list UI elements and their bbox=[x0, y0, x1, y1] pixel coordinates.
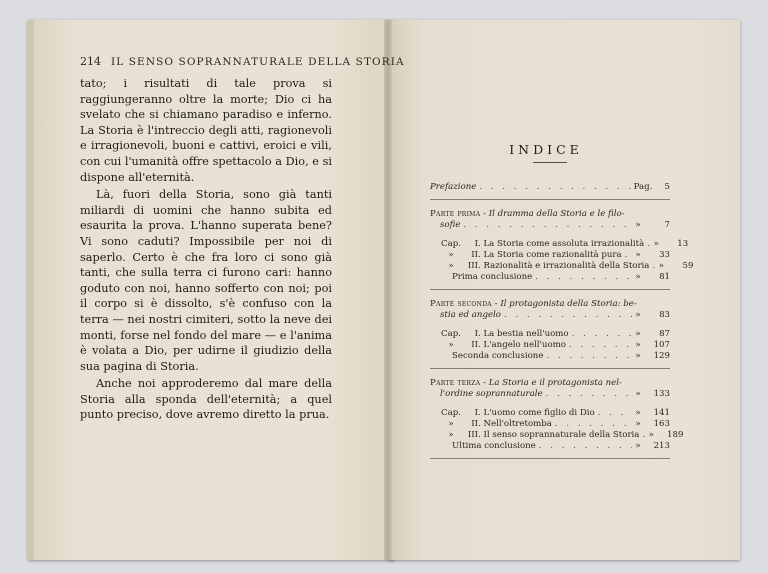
part-name: Parte prima bbox=[430, 209, 481, 219]
chapter-numeral: II. bbox=[471, 340, 481, 350]
toc-marker: » bbox=[635, 329, 641, 339]
chapter-numeral: I. bbox=[474, 329, 481, 339]
toc-page: 33 bbox=[659, 250, 670, 260]
toc-page: 133 bbox=[653, 389, 670, 399]
conclusion-label: Seconda conclusione bbox=[452, 351, 544, 361]
part-title-continued: sofie bbox=[440, 220, 461, 230]
chapter-numeral: III. bbox=[467, 430, 481, 440]
toc-page: 81 bbox=[659, 272, 670, 282]
toc-page: 5 bbox=[664, 182, 670, 192]
toc-marker: » bbox=[635, 250, 641, 260]
chapter-prefix: » bbox=[448, 430, 454, 440]
toc-marker: » bbox=[635, 220, 641, 230]
toc-page: 59 bbox=[682, 261, 694, 271]
toc-marker: » bbox=[648, 430, 655, 440]
leader-dots bbox=[566, 340, 632, 351]
toc-chapter bbox=[430, 261, 694, 272]
title-divider bbox=[533, 162, 567, 163]
part-title: Il protagonista della Storia: be- bbox=[500, 299, 637, 309]
chapter-prefix: » bbox=[448, 261, 454, 271]
chapter-title: L'uomo come figlio di Dio bbox=[483, 408, 595, 418]
body-text bbox=[80, 76, 332, 423]
chapter-prefix: Cap. bbox=[441, 239, 461, 249]
toc-marker: » bbox=[635, 272, 641, 282]
toc-marker: » bbox=[635, 441, 641, 451]
chapter-numeral: I. bbox=[474, 408, 481, 418]
toc-part: Parte seconda - Il protagonista della Storia: be- stia ed angelo . . . » 83 Cap. I. La bestia nell'uomo . . . » 87 » II. L'angelo nell'uomo . . . » 107 Seconda conclusione . . . » 129 bbox=[430, 299, 670, 369]
toc-page: 87 bbox=[659, 329, 670, 339]
chapter-title: Il senso soprannaturale della Storia bbox=[483, 430, 640, 440]
leader-dots bbox=[536, 441, 632, 452]
toc-page: 163 bbox=[653, 419, 670, 429]
toc-marker: » bbox=[635, 351, 641, 361]
toc-chapter bbox=[430, 430, 684, 441]
leader-dots bbox=[543, 389, 632, 400]
chapter-prefix: Cap. bbox=[441, 408, 461, 418]
toc-conclusion bbox=[430, 441, 670, 452]
chapter-title: La bestia nell'uomo bbox=[483, 329, 569, 339]
section-divider bbox=[430, 289, 670, 290]
leader-dots bbox=[595, 408, 632, 419]
conclusion-label: Prima conclusione bbox=[452, 272, 533, 282]
toc-page: 189 bbox=[667, 430, 684, 440]
running-header-title: IL SENSO SOPRANNATURALE DELLA STORIA bbox=[111, 56, 405, 68]
toc-marker: Pag. bbox=[633, 182, 653, 192]
toc-conclusion bbox=[430, 272, 670, 283]
toc-page: 83 bbox=[659, 310, 670, 320]
part-name: Parte terza bbox=[430, 378, 481, 388]
part-name: Parte seconda bbox=[430, 299, 492, 309]
toc-marker: » bbox=[635, 310, 641, 320]
chapter-prefix: » bbox=[448, 250, 454, 260]
running-header bbox=[80, 55, 405, 68]
leader-dots bbox=[501, 310, 632, 321]
index-title: INDICE bbox=[509, 142, 583, 157]
chapter-title: La Storia come assoluta irrazionalità bbox=[483, 239, 645, 249]
toc-entry-prefazione bbox=[430, 182, 670, 193]
chapter-list bbox=[430, 408, 684, 452]
toc-page: 129 bbox=[653, 351, 670, 361]
chapter-title: L'angelo nell'uomo bbox=[483, 340, 566, 350]
toc-label: Prefazione bbox=[430, 182, 477, 192]
toc-marker: » bbox=[635, 340, 641, 350]
toc-page: 213 bbox=[653, 441, 670, 451]
section-divider bbox=[430, 199, 670, 200]
toc-marker: » bbox=[635, 408, 641, 418]
toc-page: 141 bbox=[653, 408, 670, 418]
leader-dots bbox=[543, 351, 632, 362]
toc-chapter bbox=[430, 329, 670, 340]
leader-dots bbox=[476, 182, 632, 193]
toc-chapter bbox=[430, 419, 670, 430]
chapter-prefix: » bbox=[448, 340, 454, 350]
chapter-prefix: Cap. bbox=[441, 329, 461, 339]
chapter-numeral: II. bbox=[471, 419, 481, 429]
leader-dots bbox=[532, 272, 632, 283]
toc-page: 7 bbox=[664, 220, 670, 230]
chapter-prefix: » bbox=[448, 419, 454, 429]
toc-part: Parte prima - Il dramma della Storia e le filo- sofie . . . » 7 Cap. I. La Storia come assoluta irrazionalità . . . » 13 » II. La Storia come razionalità pura . . . » 33 » III. Razionalità e irrazionalità della Storia . . . » 59 Prima conclusione . . . » 81 bbox=[430, 209, 670, 290]
toc-page: 13 bbox=[677, 239, 689, 249]
chapter-numeral: III. bbox=[467, 261, 481, 271]
toc-marker: » bbox=[635, 389, 641, 399]
paragraph: Là, fuori della Storia, sono già tanti miliardi di uomini che hanno subita ed esaurita la prova. L'hanno superata bene? Vi sono caduti? Impossibile per noi di saperlo. Certo è che fra loro ci sono già tanti, che sulla terra ci furono cari: hanno goduto con noi, hanno sofferto con noi; poi il corpo si è dissolto, s'è confuso con la terra — nei nostri cimiteri, sotto la neve dei monti, forse nel fondo del mare — e l'anima è volata a Dio, per udirne il giudizio della sua pagina di Storia. bbox=[80, 188, 332, 373]
toc-chapter bbox=[430, 340, 670, 351]
conclusion-label: Ultima conclusione bbox=[452, 441, 536, 451]
toc-marker: » bbox=[658, 261, 665, 271]
table-of-contents bbox=[430, 182, 694, 459]
toc-page: 107 bbox=[653, 340, 670, 350]
toc-part: Parte terza - La Storia e il protagonista nel- l'ordine soprannaturale . . . » 133 Cap. I. L'uomo come figlio di Dio . . . » 141 » II. Nell'oltretomba . . . » 163 » III. Il senso soprannaturale della Storia . . . » 189 Ultima conclusione . . . » 213 bbox=[430, 378, 670, 459]
part-title: La Storia e il protagonista nel- bbox=[488, 378, 622, 388]
section-divider bbox=[430, 458, 670, 459]
chapter-numeral: II. bbox=[471, 250, 481, 260]
leader-dots bbox=[552, 419, 632, 430]
leader-dots bbox=[622, 250, 632, 261]
paragraph: Anche noi approderemo dal mare della Storia alla sponda dell'eternità; a quel punto preciso, dove avremo diretto la prua. bbox=[80, 377, 332, 422]
toc-marker: » bbox=[635, 419, 641, 429]
section-divider bbox=[430, 368, 670, 369]
leader-dots bbox=[569, 329, 632, 340]
toc-marker: » bbox=[653, 239, 659, 249]
toc-chapter bbox=[430, 250, 670, 261]
paragraph: tato; i risultati di tale prova si raggiungeranno oltre la morte; Dio ci ha svelato che si chiamano paradiso e inferno. La Storia è l'intreccio degli atti, ragionevoli e irragionevoli, buoni e cattivi, eroici e vili, con cui l'umanità offre spettacolo a Dio, e si dispone all'eternità. bbox=[80, 77, 332, 184]
part-title-continued: stia ed angelo bbox=[440, 310, 501, 320]
chapter-title: Nell'oltretomba bbox=[483, 419, 552, 429]
chapter-numeral: I. bbox=[474, 239, 481, 249]
book-spine bbox=[384, 20, 392, 560]
part-title: Il dramma della Storia e le filo- bbox=[488, 209, 625, 219]
toc-chapter bbox=[430, 239, 689, 250]
chapter-list bbox=[430, 329, 670, 362]
chapter-title: La Storia come razionalità pura bbox=[483, 250, 622, 260]
leader-dots bbox=[460, 220, 632, 231]
part-title-continued: l'ordine soprannaturale bbox=[440, 389, 543, 399]
toc-chapter bbox=[430, 408, 670, 419]
page-number: 214 bbox=[80, 55, 101, 68]
chapter-list bbox=[430, 239, 694, 283]
chapter-title: Razionalità e irrazionalità della Storia bbox=[483, 261, 650, 271]
toc-conclusion bbox=[430, 351, 670, 362]
